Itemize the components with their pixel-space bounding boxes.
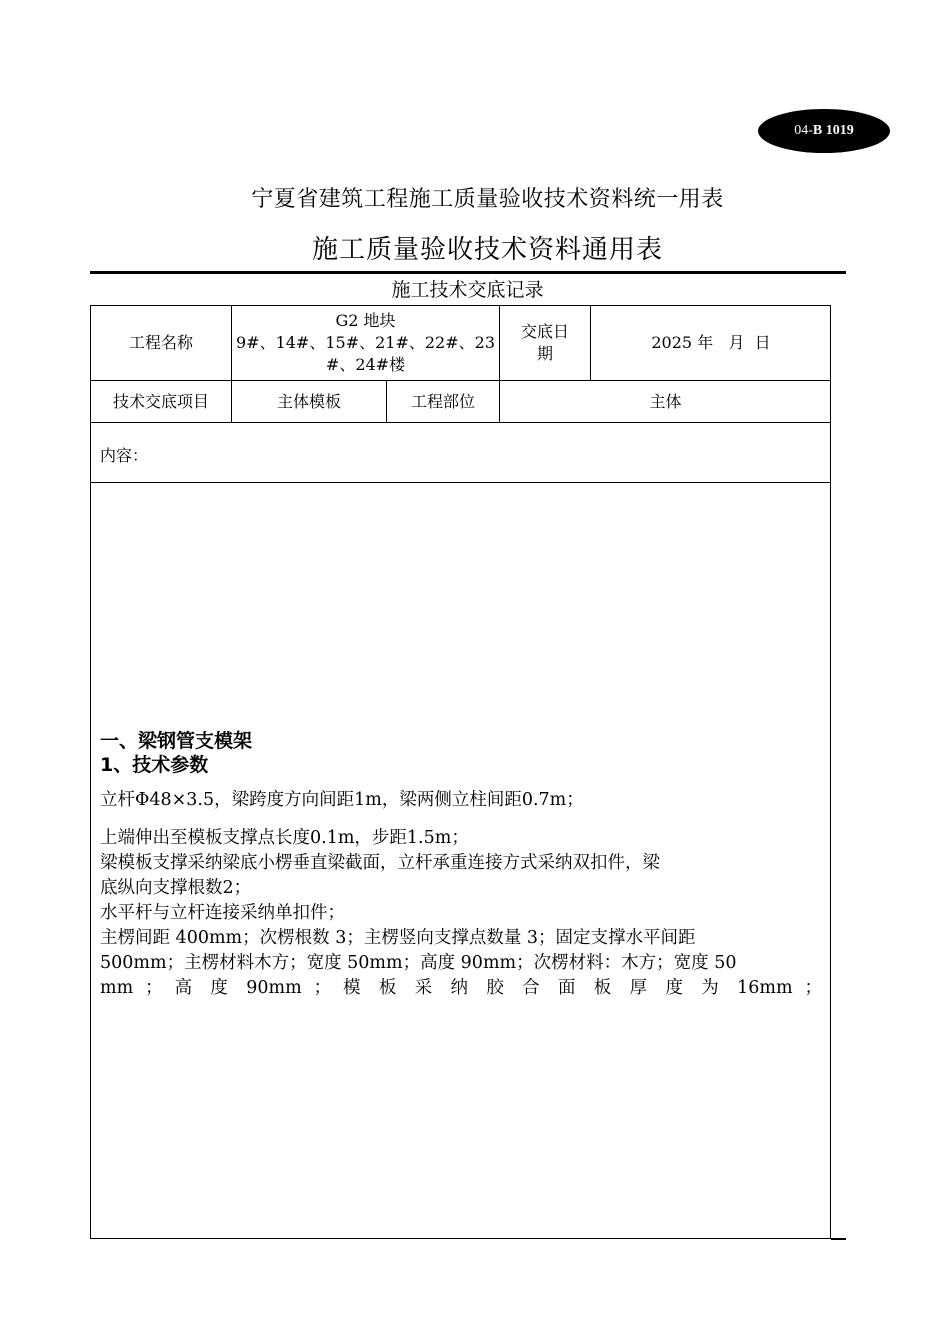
form-code-badge: 04- B 1019	[758, 109, 890, 153]
paragraph-line: 立杆Φ48×3.5，梁跨度方向间距1m，梁两侧立柱间距0.7m；	[100, 790, 584, 810]
handover-date-value: 2025 年 月 日	[651, 333, 771, 352]
handover-date-label-line: 期	[536, 344, 553, 363]
handover-item-label: 技术交底项目	[112, 391, 209, 411]
project-name-value	[232, 306, 499, 380]
handover-date-label	[500, 306, 590, 380]
section-title: 一、梁钢管支模架	[100, 730, 253, 752]
handover-date-label-line: 交底日	[520, 322, 569, 341]
paragraph-line: mm ； 高 度 90mm ； 模 板 采 纳 胶 合 面 板 厚 度 为 16mm ；	[100, 978, 822, 998]
row-divider	[90, 422, 831, 423]
paragraph-line: 水平杆与立杆连接采纳单扣件；	[100, 903, 345, 923]
project-part-value: 主体	[649, 391, 682, 411]
record-title: 施工技术交底记录	[391, 279, 544, 301]
row-divider	[90, 482, 831, 483]
title-rule	[90, 271, 846, 274]
handover-item-value: 主体模板	[276, 391, 341, 411]
table-corner-mark	[831, 1238, 846, 1240]
paragraph-line: 梁模板支撑采纳梁底小楞垂直梁截面，立杆承重连接方式采纳双扣件，梁	[100, 853, 660, 873]
content-label: 内容：	[100, 446, 149, 465]
sub-title: 施工质量验收技术资料通用表	[311, 235, 663, 265]
paragraph-line: 底纵向支撑根数2；	[100, 878, 252, 898]
paragraph-line: 500mm；主楞材料木方；宽度 50mm；高度 90mm；次楞材料：木方；宽度 50	[100, 953, 737, 973]
project-name-line: 9#、14#、15#、21#、22#、23	[235, 333, 495, 352]
project-part-label: 工程部位	[410, 391, 475, 411]
main-title: 宁夏省建筑工程施工质量验收技术资料统一用表	[251, 187, 724, 212]
project-name-label: 工程名称	[128, 333, 193, 352]
paragraph-line: 主楞间距 400mm；次楞根数 3；主楞竖向支撑点数量 3；固定支撑水平间距	[100, 928, 696, 948]
project-name-line: #、24#楼	[325, 355, 406, 374]
project-name-line: G2 地块	[335, 311, 396, 330]
paragraph-line: 上端伸出至模板支撑点长度0.1m，步距1.5m；	[100, 828, 469, 848]
subsection-title: 1、技术参数	[100, 754, 209, 776]
